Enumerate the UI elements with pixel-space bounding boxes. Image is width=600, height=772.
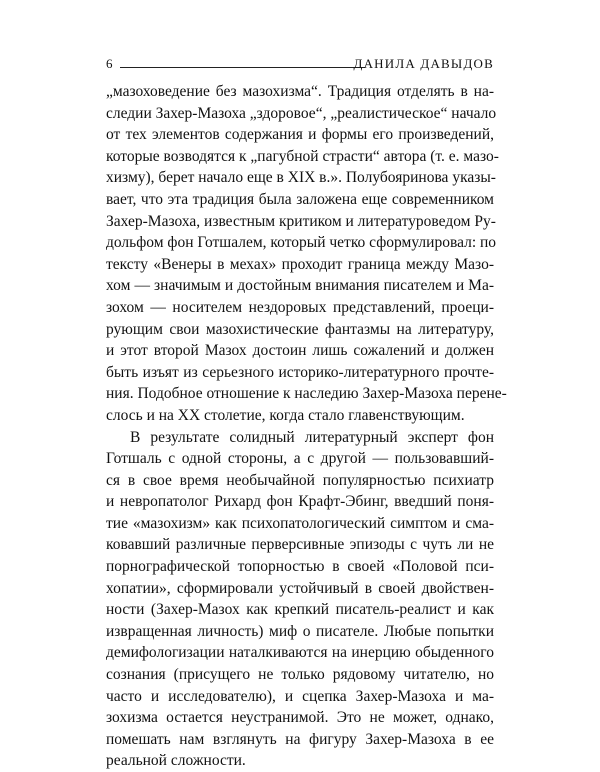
- text-line: Готшаль с одной стороны, а с другой — пользовавший-: [106, 448, 494, 470]
- text-line: зохизма остается неустранимой. Это не может, однако,: [106, 707, 494, 729]
- text-line: тексту «Венеры в мехах» проходит граница между Мазо-: [106, 254, 494, 276]
- text-line: порнографической топорностью в своей «Половой пси-: [106, 556, 494, 578]
- running-head-author: ДАНИЛА ДАВЫДОВ: [354, 56, 494, 72]
- header-rule: [120, 67, 365, 68]
- text-line: ся в свое время необычайной популярностью психиатр: [106, 470, 494, 492]
- page-header: [106, 56, 494, 78]
- paragraph-2: [106, 427, 494, 772]
- text-line: рующим свои мазохистические фантазмы на литературу,: [106, 319, 494, 341]
- text-line: извращенная личность) миф о писателе. Любые попытки: [106, 621, 494, 643]
- text-line: быть изъят из серьезного историко-литературного прочте-: [106, 362, 494, 384]
- paragraph-1: [106, 81, 494, 427]
- text-line: Захер-Мазоха, известным критиком и литературоведом Ру-: [106, 211, 494, 233]
- text-line: слось и на XX столетие, когда стало главенствующим.: [106, 405, 494, 427]
- text-line: часто и исследователю), и сцепка Захер-Мазоха и ма-: [106, 686, 494, 708]
- text-line: от тех элементов содержания и формы его произведений,: [106, 124, 494, 146]
- text-line: следии Захер-Мазоха „здоровое“, „реалистическое“ начало: [106, 103, 494, 125]
- text-line: зохом — носителем нездоровых представлений, проеци-: [106, 297, 494, 319]
- text-line: дольфом фон Готшалем, который четко сформулировал: по: [106, 232, 494, 254]
- text-line: хом — значимым и достойным внимания писателем и Ма-: [106, 275, 494, 297]
- page-number: 6: [106, 56, 113, 72]
- text-line: ковавший различные перверсивные эпизоды с чуть ли не: [106, 534, 494, 556]
- text-line: вает, что эта традиция была заложена еще современником: [106, 189, 494, 211]
- text-line: ности (Захер-Мазох как крепкий писатель-реалист и как: [106, 599, 494, 621]
- text-line: хопатии», сформировали устойчивый в своей двойствен-: [106, 578, 494, 600]
- text-line: хизму), берет начало еще в XIX в.». Полубояринова указы-: [106, 167, 494, 189]
- text-line: демифологизации наталкиваются на инерцию обыденного: [106, 642, 494, 664]
- text-line: сознания (присущего не только рядовому читателю, но: [106, 664, 494, 686]
- text-line: и невропатолог Рихард фон Крафт-Эбинг, введший поня-: [106, 491, 494, 513]
- text-line: В результате солидный литературный эксперт фон: [106, 427, 494, 449]
- body-text: [106, 81, 494, 772]
- text-line: ния. Подобное отношение к наследию Захер-Мазоха перене-: [106, 383, 494, 405]
- text-line: тие «мазохизм» как психопатологический симптом и сма-: [106, 513, 494, 535]
- text-line: которые возводятся к „пагубной страсти“ автора (т. е. мазо-: [106, 146, 494, 168]
- text-line: и этот второй Мазох достоин лишь сожалений и должен: [106, 340, 494, 362]
- text-line: „мазоховедение без мазохизма“. Традиция отделять в на-: [106, 81, 494, 103]
- text-line: реальной сложности.: [106, 750, 494, 772]
- text-line: помешать нам взглянуть на фигуру Захер-Мазоха в ее: [106, 729, 494, 751]
